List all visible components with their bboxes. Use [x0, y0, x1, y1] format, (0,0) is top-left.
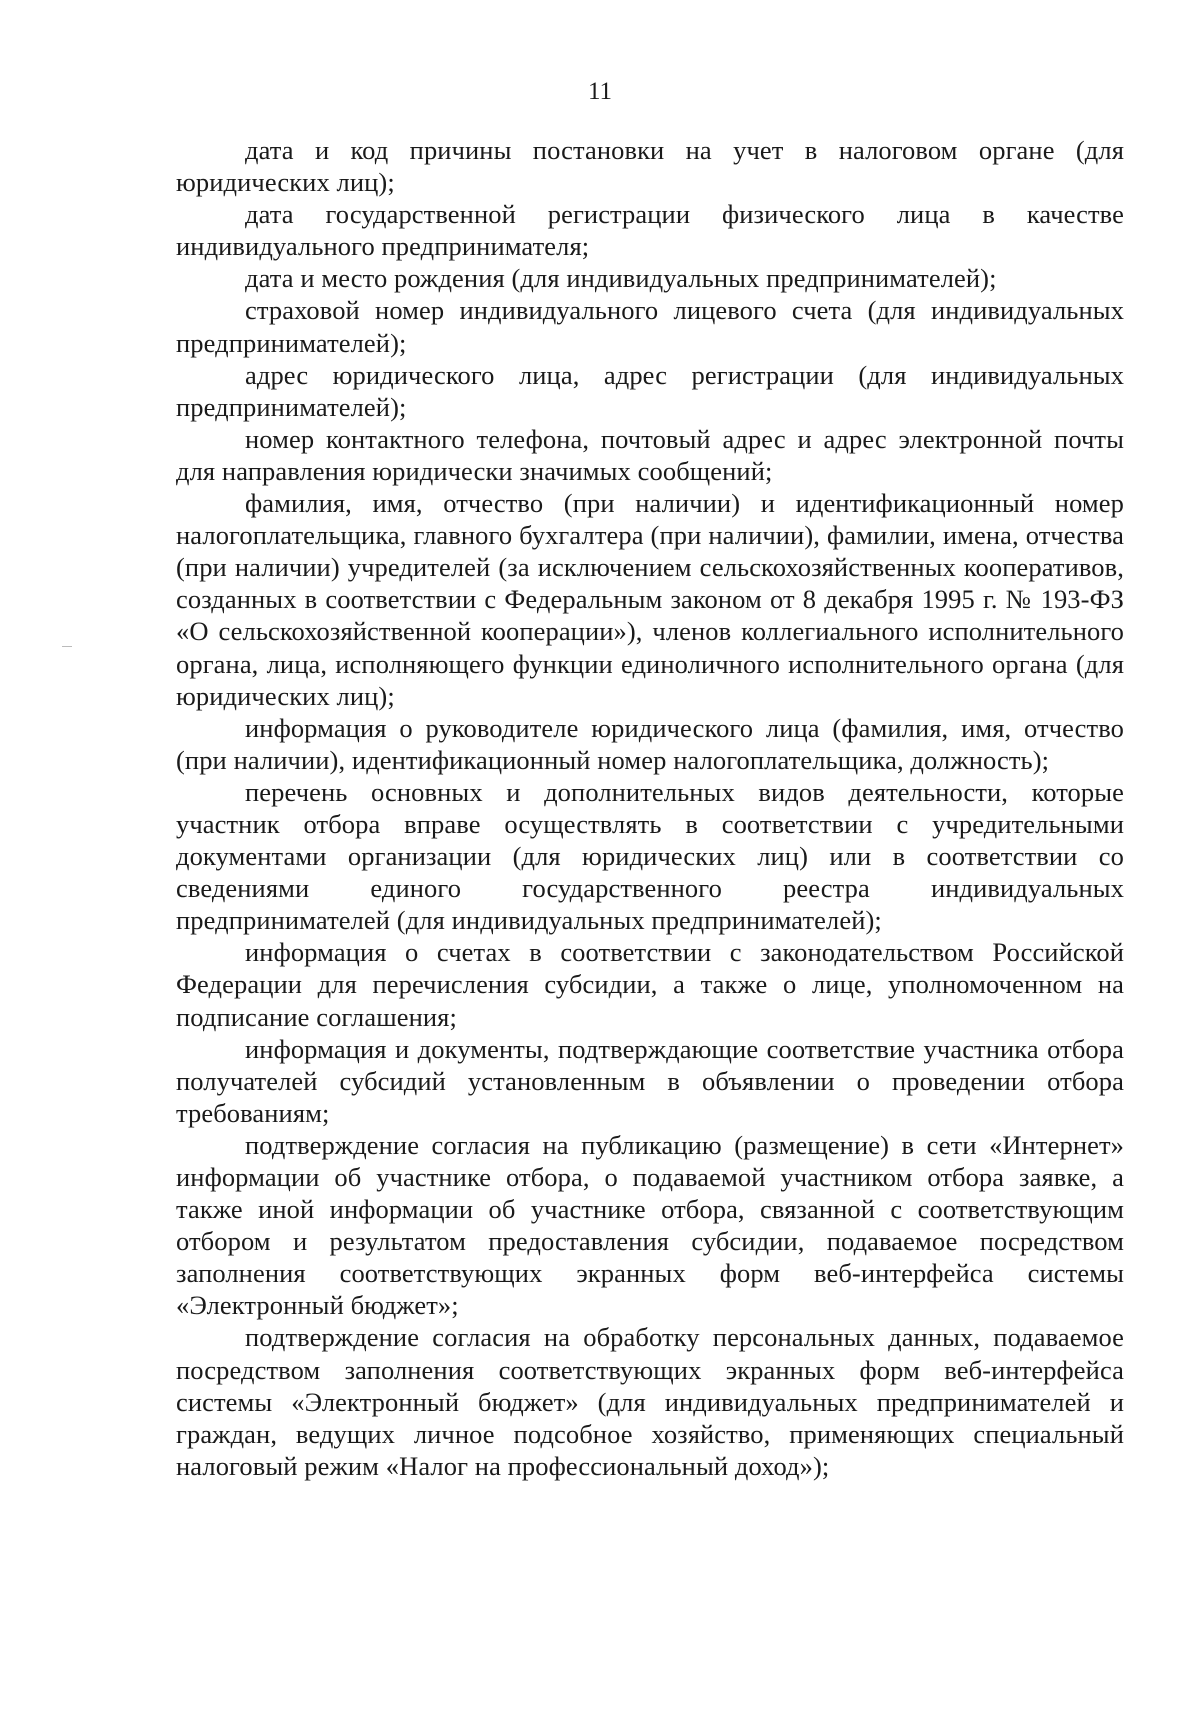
paragraph-address: адрес юридического лица, адрес регистрации (для индивидуальных предпринимателей);	[176, 359, 1124, 422]
scan-edge-mark	[62, 646, 72, 647]
paragraph-founders: фамилия, имя, отчество (при наличии) и идентификационный номер налогоплательщика, главного бухгалтера (при наличии), фамилии, имена, отчества (при наличии) учредителей (за исключением сельскохозяйственных кооперативов, созданных в соответствии с Федеральным законом от 8 декабря 1995 г. № 193-ФЗ «О сельскохозяйственной кооперации»), членов коллегиального исполнительного органа, лица, исполняющего функции единоличного исполнительного органа (для юридических лиц);	[176, 488, 1124, 711]
document-body	[176, 134, 1124, 1482]
page-number: 11	[587, 78, 613, 105]
paragraph-registration-date: дата и код причины постановки на учет в налоговом органе (для юридических лиц);	[176, 135, 1124, 198]
paragraph-activities: перечень основных и дополнительных видов деятельности, которые участник отбора вправе осуществлять в соответствии с учредительными документами организации (для юридических лиц) или в соответствии со сведениями единого государственного реестра индивидуальных предпринимателей (для индивидуальных предпринимателей);	[176, 776, 1124, 936]
paragraph-head-info: информация о руководителе юридического лица (фамилия, имя, отчество (при наличии), идентификационный номер налогоплательщика, должность);	[176, 712, 1124, 775]
paragraph-compliance-docs: информация и документы, подтверждающие соответствие участника отбора получателей субсидий установленным в объявлении о проведении отбора требованиям;	[176, 1033, 1124, 1128]
paragraph-contacts: номер контактного телефона, почтовый адрес и адрес электронной почты для направления юридически значимых сообщений;	[176, 423, 1124, 486]
paragraph-publication-consent: подтверждение согласия на публикацию (размещение) в сети «Интернет» информации об участнике отбора, о подаваемой участником отбора заявке, а также иной информации об участнике отбора, связанной с соответствующим отбором и результатом предоставления субсидии, подаваемое посредством заполнения соответствующих экранных форм веб-интерфейса системы «Электронный бюджет»;	[176, 1129, 1124, 1321]
paragraph-accounts: информация о счетах в соответствии с законодательством Российской Федерации для перечисления субсидии, а также о лице, уполномоченном на подписание соглашения;	[176, 937, 1124, 1032]
paragraph-insurance-number: страховой номер индивидуального лицевого счета (для индивидуальных предпринимателей);	[176, 295, 1124, 358]
paragraph-personal-data-consent: подтверждение согласия на обработку персональных данных, подаваемое посредством заполнения соответствующих экранных форм веб-интерфейса системы «Электронный бюджет» (для индивидуальных предпринимателей и граждан, ведущих личное подсобное хозяйство, применяющих специальный налоговый режим «Налог на профессиональный доход»);	[176, 1322, 1124, 1481]
paragraph-state-registration: дата государственной регистрации физического лица в качестве индивидуального предпринимателя;	[176, 199, 1124, 262]
paragraph-birth-date-place: дата и место рождения (для индивидуальных предпринимателей);	[245, 263, 997, 294]
